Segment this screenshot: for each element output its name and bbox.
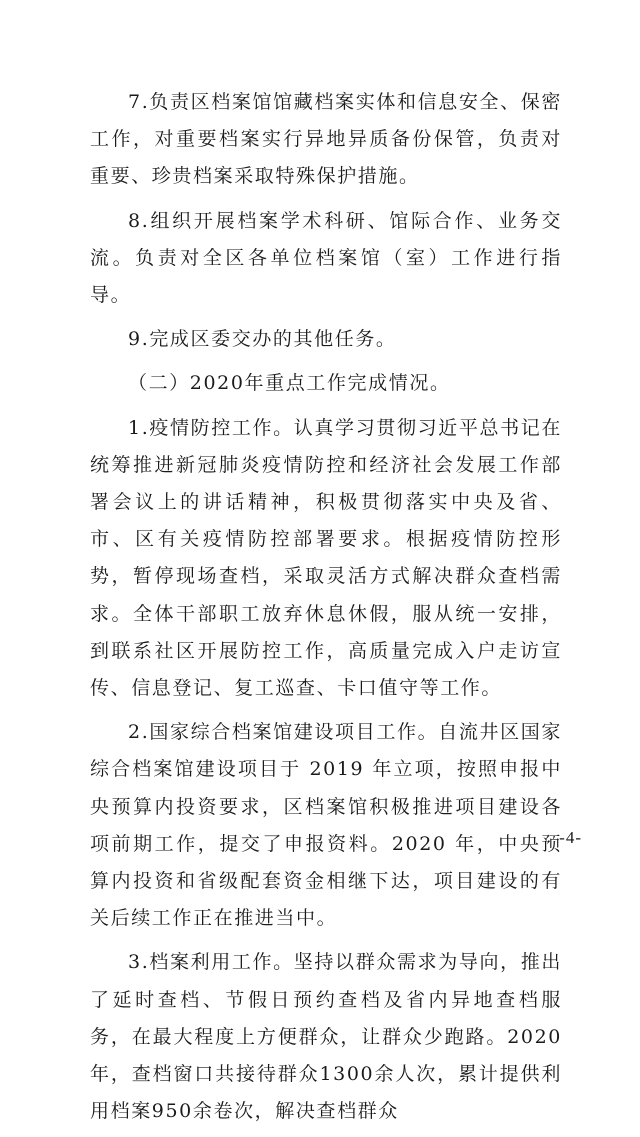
page-number: -4- <box>559 828 582 847</box>
document-body <box>90 84 562 1137</box>
paragraph-archive-construction: 2.国家综合档案馆建设项目工作。自流井区国家综合档案馆建设项目于 2019 年立项，按照申报中央预算内投资要求，区档案馆积极推进项目建设各项前期工作，提交了申报资料。2020 年，中央预算内投资和省级配套资金相继下达，项目建设的有关后续工作正在推进当中。 <box>90 721 562 930</box>
paragraph-archive-utilization: 3.档案利用工作。坚持以群众需求为导向，推出了延时查档、节假日预约查档及省内异地查档服务，在最大程度上方便群众，让群众少跑路。2020年，查档窗口共接待群众1300余人次，累计提供利用档案950余卷次，解决查档群众 <box>90 951 562 1123</box>
paragraph-epidemic-control: 1.疫情防控工作。认真学习贯彻习近平总书记在统筹推进新冠肺炎疫情防控和经济社会发展工作部署会议上的讲话精神，积极贯彻落实中央及省、市、区有关疫情防控部署要求。根据疫情防控形势，暂停现场查档，采取灵活方式解决群众查档需求。全体干部职工放弃休息休假，服从统一安排，到联系社区开展防控工作，高质量完成入户走访宣传、信息登记、复工巡查、卡口值守等工作。 <box>90 416 562 700</box>
paragraph-item-9: 9.完成区委交办的其他任务。 <box>128 328 397 351</box>
section-heading-2020-work: （二）2020年重点工作完成情况。 <box>128 372 451 395</box>
paragraph-item-7: 7.负责区档案馆馆藏档案实体和信息安全、保密工作，对重要档案实行异地异质备份保管，负责对重要、珍贵档案采取特殊保护措施。 <box>90 91 562 188</box>
paragraph-item-8: 8.组织开展档案学术科研、馆际合作、业务交流。负责对全区各单位档案馆（室）工作进行指导。 <box>90 209 562 307</box>
